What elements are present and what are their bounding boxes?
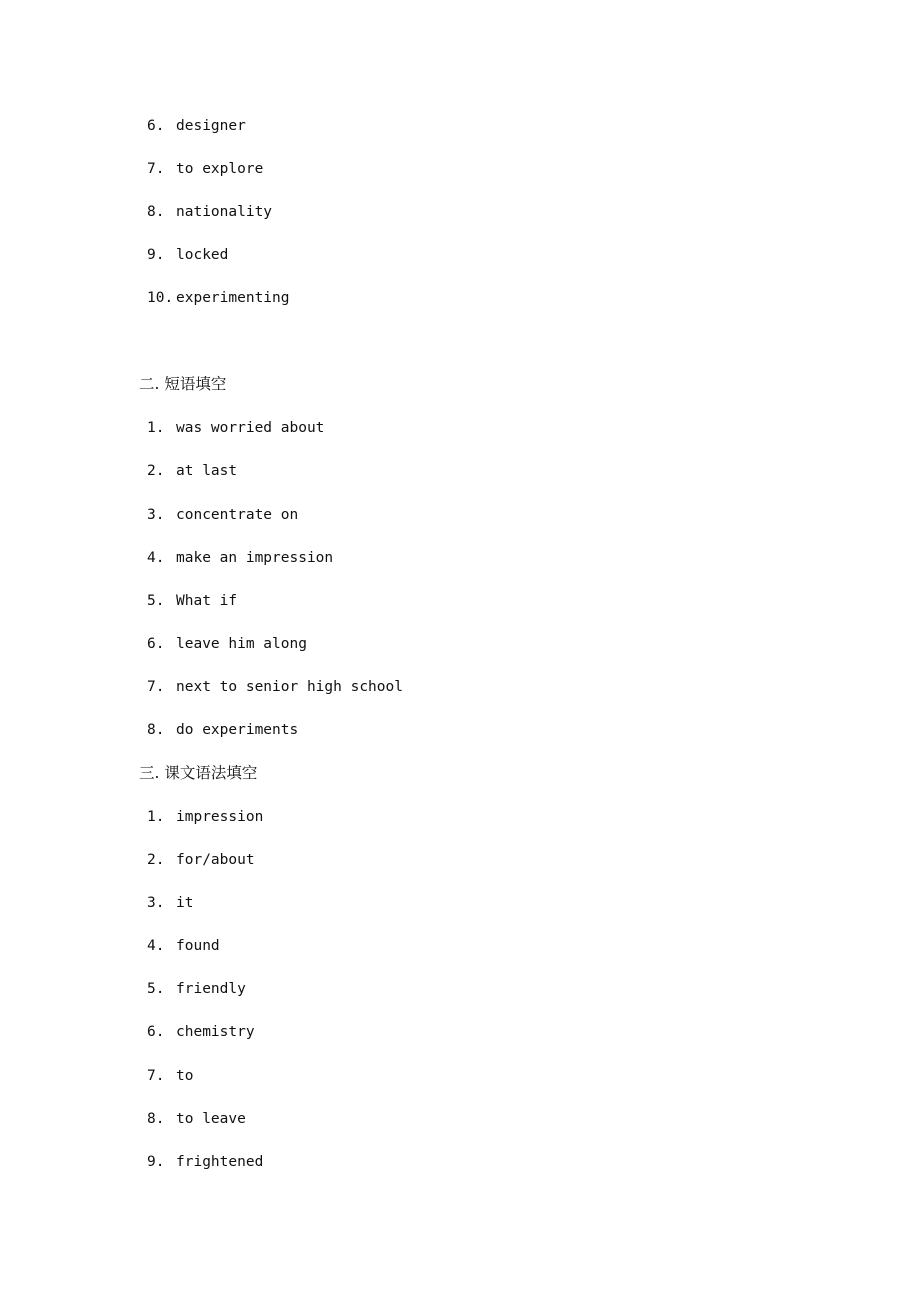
item-number: 2. [147, 852, 165, 868]
item-number: 8. [147, 204, 165, 220]
item-answer: impression [176, 809, 264, 825]
item-answer: concentrate on [176, 507, 299, 523]
item-number: 7. [147, 679, 165, 695]
item-answer: was worried about [176, 420, 325, 436]
item-answer: next to senior high school [176, 679, 403, 695]
item-answer: make an impression [176, 550, 334, 566]
item-number: 1. [147, 420, 165, 436]
item-number: 7. [147, 161, 165, 177]
item-answer: designer [176, 118, 246, 134]
item-answer: at last [176, 463, 238, 479]
item-answer: nationality [176, 204, 273, 220]
section-heading-phrases: 二. 短语填空 [139, 375, 227, 393]
item-number: 3. [147, 507, 165, 523]
item-answer: frightened [176, 1154, 264, 1170]
item-number: 9. [147, 247, 165, 263]
item-number: 10. [147, 290, 174, 306]
item-number: 5. [147, 981, 165, 997]
item-answer: locked [176, 247, 229, 263]
item-number: 7. [147, 1068, 165, 1084]
item-answer: leave him along [176, 636, 307, 652]
item-answer: chemistry [176, 1024, 255, 1040]
item-answer: to [176, 1068, 194, 1084]
item-number: 5. [147, 593, 165, 609]
item-answer: experimenting [176, 290, 290, 306]
section-heading-grammar-fill: 三. 课文语法填空 [139, 764, 258, 782]
item-number: 8. [147, 1111, 165, 1127]
item-answer: it [176, 895, 194, 911]
item-answer: friendly [176, 981, 246, 997]
item-number: 8. [147, 722, 165, 738]
item-number: 3. [147, 895, 165, 911]
item-number: 4. [147, 938, 165, 954]
item-answer: What if [176, 593, 238, 609]
item-number: 9. [147, 1154, 165, 1170]
item-answer: to explore [176, 161, 264, 177]
item-answer: to leave [176, 1111, 246, 1127]
item-answer: found [176, 938, 220, 954]
item-answer: do experiments [176, 722, 299, 738]
item-number: 6. [147, 636, 165, 652]
item-answer: for/about [176, 852, 255, 868]
item-number: 1. [147, 809, 165, 825]
item-number: 4. [147, 550, 165, 566]
item-number: 6. [147, 1024, 165, 1040]
item-number: 6. [147, 118, 165, 134]
item-number: 2. [147, 463, 165, 479]
